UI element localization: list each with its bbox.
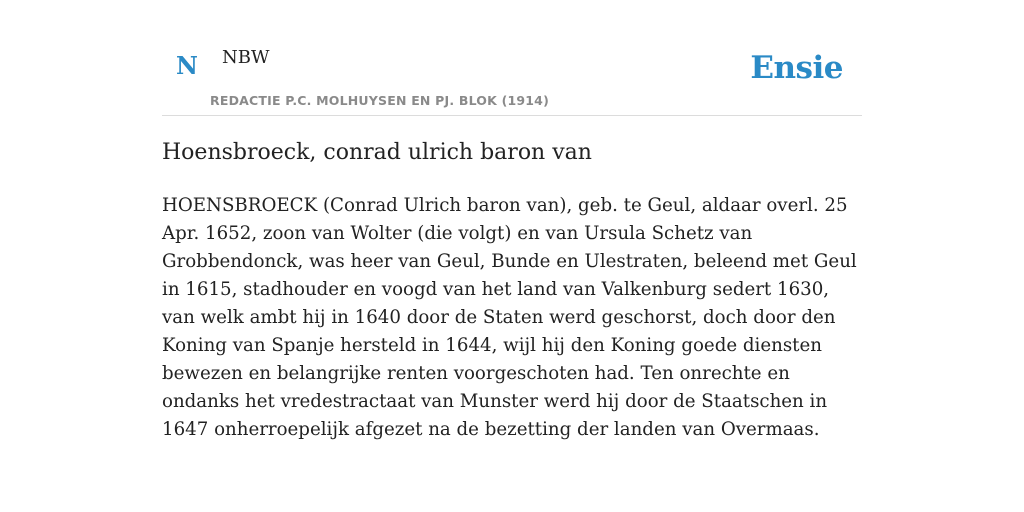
- article-title: Hoensbroeck, conrad ulrich baron van: [162, 140, 592, 165]
- source-subtitle: REDACTIE P.C. MOLHUYSEN EN PJ. BLOK (1914): [210, 93, 549, 108]
- source-header: [162, 36, 862, 116]
- article-body: HOENSBROECK (Conrad Ulrich baron van), geb. te Geul, aldaar overl. 25 Apr. 1652, zoon van Wolter (die volgt) en van Ursula Schetz van Grobbendonck, was heer van Geul, Bunde en Ulestraten, beleend met Geul in 1615, stadhouder en voogd van het land van Valkenburg sedert 1630, van welk ambt hij in 1640 door de Staten werd geschorst, doch door den Koning van Spanje hersteld in 1644, wijl hij den Koning goede diensten bewezen en belangrijke renten voorgeschoten had. Ten onrechte en ondanks het vredestractaat van Munster werd hij door de Staatschen in 1647 onherroepelijk afgezet na de bezetting der landen van Overmaas.: [162, 195, 857, 440]
- ensie-logo[interactable]: Ensie: [750, 50, 843, 86]
- source-logo[interactable]: N: [176, 51, 198, 80]
- source-name-link[interactable]: NBW: [222, 47, 270, 68]
